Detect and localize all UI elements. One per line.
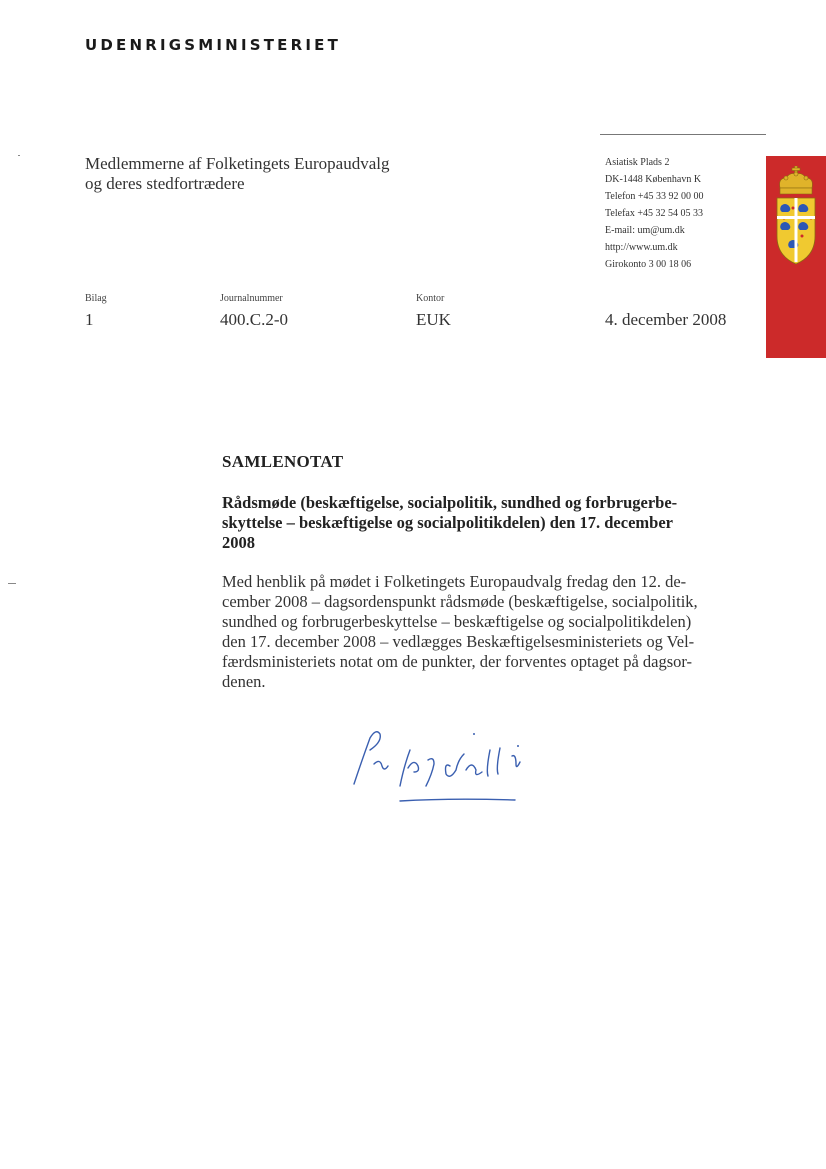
fax-line: Telefax +45 32 54 05 33 (605, 208, 703, 219)
bilag-label: Bilag (85, 293, 107, 304)
margin-mark (8, 583, 16, 584)
handwritten-signature (340, 720, 560, 810)
document-date: 4. december 2008 (605, 310, 727, 329)
address-line: Asiatisk Plads 2 (605, 157, 670, 168)
phone-line: Telefon +45 33 92 00 00 (605, 191, 704, 202)
ministry-name: UDENRIGSMINISTERIET (85, 36, 342, 54)
document-body (222, 572, 727, 692)
giro-line: Girokonto 3 00 18 06 (605, 259, 692, 270)
address-line: DK-1448 København K (605, 174, 702, 185)
email-line: E-mail: um@um.dk (605, 225, 685, 236)
body-line: Med henblik på mødet i Folketingets Europaudvalg fredag den 12. de- (222, 572, 687, 591)
subject-line: skyttelse – beskæftigelse og socialpolitikdelen) den 17. december (222, 513, 673, 532)
danish-royal-coat-of-arms-icon (772, 166, 820, 270)
recipient-block (85, 154, 390, 194)
document-subject (222, 493, 727, 553)
body-line: cember 2008 – dagsordenspunkt rådsmøde (beskæftigelse, socialpolitik, (222, 592, 698, 611)
body-line: denen. (222, 672, 266, 691)
recipient-line: Medlemmerne af Folketingets Europaudvalg (85, 154, 390, 173)
body-line: sundhed og forbrugerbeskyttelse – beskæftigelse og socialpolitikdelen) (222, 612, 692, 631)
contact-divider (600, 134, 766, 135)
body-line: færdsministeriets notat om de punkter, der forventes optaget på dagsor- (222, 652, 693, 671)
website-line: http://www.um.dk (605, 242, 678, 253)
kontor-label: Kontor (416, 293, 445, 304)
recipient-line: og deres stedfortrædere (85, 174, 245, 193)
subject-line: Rådsmøde (beskæftigelse, socialpolitik, sundhed og forbrugerbe- (222, 493, 678, 512)
journal-label: Journalnummer (220, 293, 283, 304)
journal-value: 400.C.2-0 (220, 310, 288, 329)
contact-block (605, 154, 704, 273)
margin-mark (18, 155, 20, 156)
kontor-value: EUK (416, 310, 451, 329)
bilag-value: 1 (85, 310, 94, 329)
document-title: SAMLENOTAT (222, 452, 344, 471)
body-line: den 17. december 2008 – vedlægges Beskæftigelsesministeriets og Vel- (222, 632, 695, 651)
subject-line: 2008 (222, 533, 255, 552)
